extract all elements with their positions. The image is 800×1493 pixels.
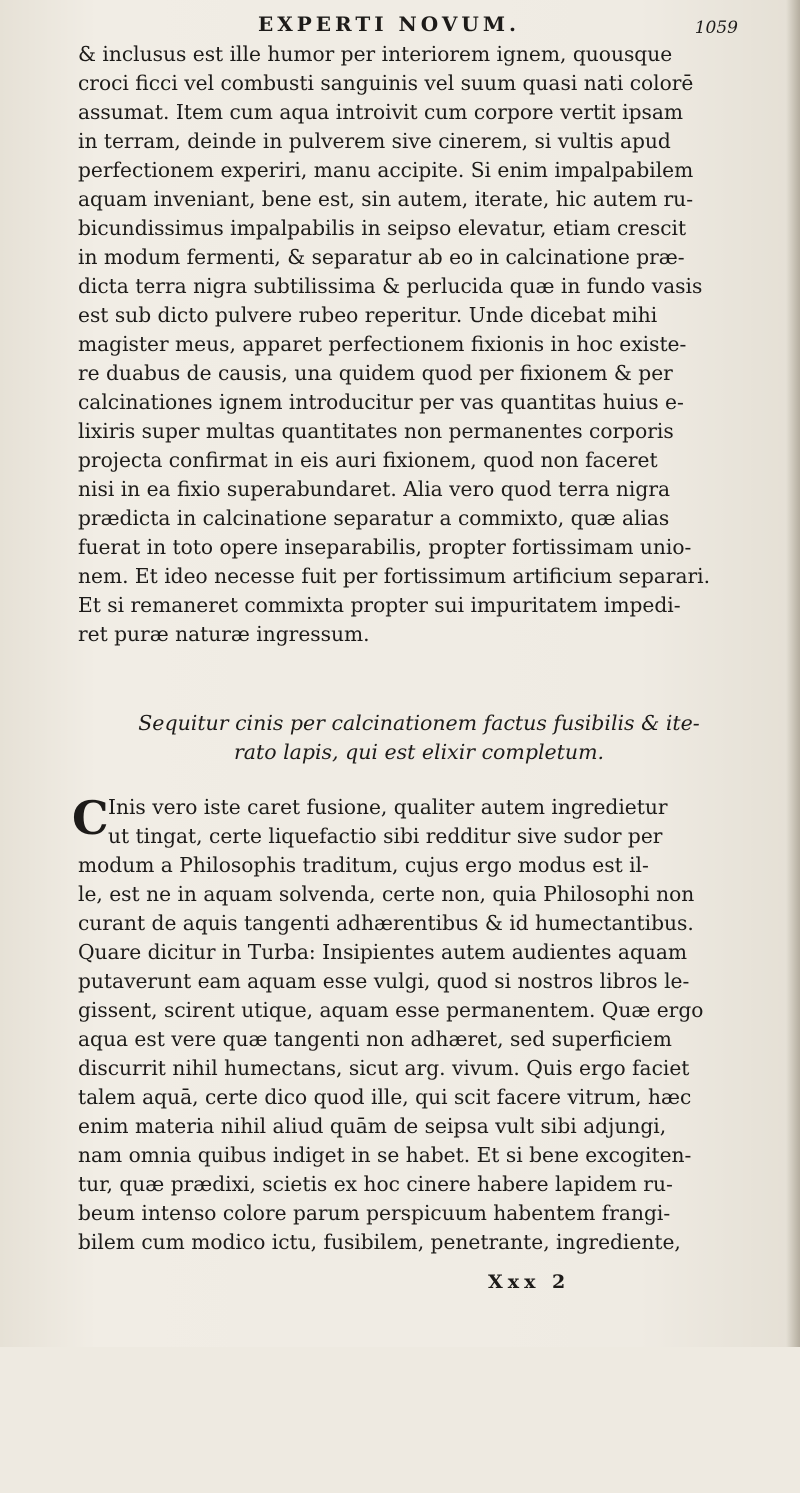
text-line: gissent, scirent utique, aquam esse permanentem. Quæ ergo: [78, 998, 704, 1022]
text-line: nisi in ea fixio superabundaret. Alia vero quod terra nigra: [78, 477, 671, 501]
text-line: nam omnia quibus indiget in se habet. Et si bene excogiten-: [78, 1143, 692, 1167]
text-line: nem. Et ideo necesse fuit per fortissimum artificium separari.: [78, 564, 711, 588]
drop-capital: C: [72, 791, 109, 845]
paragraph-2: [72, 791, 760, 1257]
text-line: le, est ne in aquam solvenda, certe non, quia Philosophi non: [78, 882, 695, 906]
text-line: est sub dicto pulvere rubeo reperitur. Unde dicebat mihi: [78, 303, 658, 327]
text-line: projecta confirmat in eis auri fixionem, quod non faceret: [78, 448, 658, 472]
text-line: Et si remaneret commixta propter sui impuritatem impedi-: [78, 593, 681, 617]
text-line: aquam inveniant, bene est, sin autem, iterate, hic autem ru-: [78, 187, 694, 211]
text-line: aqua est vere quæ tangenti non adhæret, sed superficiem: [78, 1027, 672, 1051]
text-line: calcinationes ignem introducitur per vas quantitas huius e-: [78, 390, 684, 414]
signature-mark: Xxx 2: [488, 1271, 571, 1293]
page-edge-shadow: [786, 0, 800, 1347]
text-line: ret puræ naturæ ingressum.: [78, 622, 370, 646]
text-line: bilem cum modico ictu, fusibilem, penetrante, ingrediente,: [78, 1230, 681, 1254]
text-line: Inis vero iste caret fusione, qualiter autem ingredietur: [108, 795, 668, 819]
text-line: putaverunt eam aquam esse vulgi, quod si nostros libros le-: [78, 969, 690, 993]
text-line: assumat. Item cum aqua introivit cum corpore vertit ipsam: [78, 100, 684, 124]
text-line: in terram, deinde in pulverem sive cinerem, si vultis apud: [78, 129, 671, 153]
text-line: fuerat in toto opere inseparabilis, propter fortissimam unio-: [78, 535, 692, 559]
heading-line: rato lapis, qui est elixir completum.: [233, 740, 605, 764]
text-line: curant de aquis tangenti adhærentibus & id humectantibus.: [78, 911, 694, 935]
text-line: tur, quæ prædixi, scietis ex hoc cinere habere lapidem ru-: [78, 1172, 673, 1196]
text-line: talem aquā, certe dico quod ille, qui scit facere vitrum, hæc: [78, 1085, 692, 1109]
section-spacer: [78, 767, 760, 793]
text-line: Quare dicitur in Turba: Insipientes autem audientes aquam: [78, 940, 688, 964]
bottom-margin: [78, 1293, 760, 1493]
text-line: lixiris super multas quantitates non permanentes corporis: [78, 419, 674, 443]
text-line: in modum fermenti, & separatur ab eo in calcinatione præ-: [78, 245, 685, 269]
heading-line: Sequitur cinis per calcinationem factus fusibilis & ite-: [138, 711, 700, 735]
text-line: discurrit nihil humectans, sicut arg. vivum. Quis ergo faciet: [78, 1056, 690, 1080]
text-line: enim materia nihil aliud quām de seipsa vult sibi adjungi,: [78, 1114, 667, 1138]
page-number: 1059: [694, 18, 738, 38]
section-heading: [78, 709, 760, 767]
running-head: EXPERTI NOVUM.: [258, 12, 520, 36]
paragraph-1: [78, 40, 760, 649]
text-line: dicta terra nigra subtilissima & perlucida quæ in fundo vasis: [78, 274, 703, 298]
section-spacer: [78, 649, 760, 709]
page-header: [78, 0, 760, 40]
text-line: modum a Philosophis traditum, cujus ergo modus est il-: [78, 853, 649, 877]
text-line: magister meus, apparet perfectionem fixionis in hoc existe-: [78, 332, 687, 356]
text-line: prædicta in calcinatione separatur a commixto, quæ alias: [78, 506, 670, 530]
text-line: & inclusus est ille humor per interiorem ignem, quousque: [78, 42, 673, 66]
text-line: croci ficci vel combusti sanguinis vel suum quasi nati colorē: [78, 71, 694, 95]
text-line: ut tingat, certe liquefactio sibi redditur sive sudor per: [108, 824, 663, 848]
text-line: beum intenso colore parum perspicuum habentem frangi-: [78, 1201, 671, 1225]
text-line: perfectionem experiri, manu accipite. Si enim impalpabilem: [78, 158, 694, 182]
text-line: bicundissimus impalpabilis in seipso elevatur, etiam crescit: [78, 216, 687, 240]
text-line: re duabus de causis, una quidem quod per fixionem & per: [78, 361, 673, 385]
